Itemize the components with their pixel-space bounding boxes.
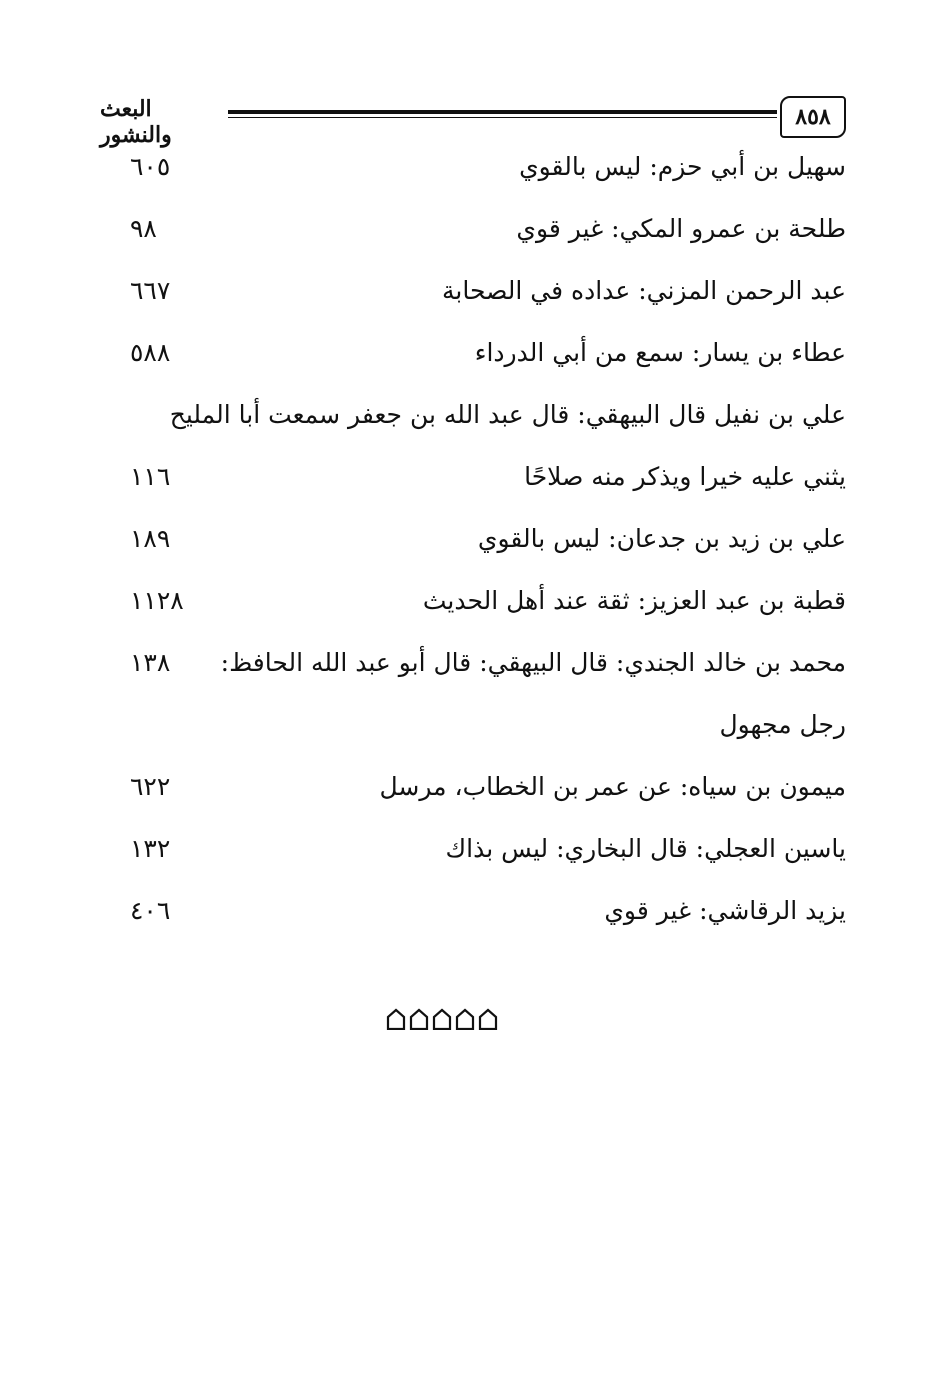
list-item: [0, 512, 952, 574]
entry-text: رجل مجهول: [719, 710, 846, 739]
index-list: [0, 140, 952, 946]
list-item: [0, 140, 952, 202]
entry-page: ٤٠٦: [130, 896, 171, 925]
page-header: [100, 92, 845, 148]
house-ornament-icon: [386, 1008, 406, 1030]
list-item: [0, 326, 952, 388]
entry-page: ١١٢٨: [130, 586, 184, 615]
house-ornament-icon: [455, 1008, 475, 1030]
list-item: [0, 822, 952, 884]
house-ornament-icon: [432, 1008, 452, 1030]
entry-page: ٦٢٢: [130, 772, 171, 801]
five-house-ornament-icon: [386, 1008, 498, 1038]
house-ornament-icon: [478, 1008, 498, 1030]
entry-page: ١٣٨: [130, 648, 171, 677]
list-item: [0, 264, 952, 326]
entry-page: ١٨٩: [130, 524, 171, 553]
header-rule-thin: [228, 117, 777, 118]
list-item: [0, 698, 952, 760]
list-item: [0, 450, 952, 512]
entry-page: ٦٠٥: [130, 152, 171, 181]
entry-text: ميمون بن سياه: عن عمر بن الخطاب، مرسل: [379, 772, 846, 801]
header-rule-thick: [228, 110, 777, 114]
entry-text: يزيد الرقاشي: غير قوي: [604, 896, 846, 925]
entry-text: قطبة بن عبد العزيز: ثقة عند أهل الحديث: [422, 586, 846, 615]
book-title: البعث والنشور: [100, 96, 172, 148]
entry-text: ياسين العجلي: قال البخاري: ليس بذاك: [445, 834, 846, 863]
entry-page: ٩٨: [130, 214, 157, 243]
list-item: [0, 202, 952, 264]
entry-text: طلحة بن عمرو المكي: غير قوي: [516, 214, 846, 243]
entry-text: عطاء بن يسار: سمع من أبي الدرداء: [474, 338, 846, 367]
entry-text: علي بن نفيل قال البيهقي: قال عبد الله بن جعفر سمعت أبا المليح: [169, 400, 846, 429]
list-item: [0, 574, 952, 636]
entry-page: ٥٨٨: [130, 338, 171, 367]
entry-text: علي بن زيد بن جدعان: ليس بالقوي: [477, 524, 846, 553]
entry-text: محمد بن خالد الجندي: قال البيهقي: قال أبو عبد الله الحافظ:: [220, 648, 846, 677]
house-ornament-icon: [409, 1008, 429, 1030]
entry-page: ١٣٢: [130, 834, 171, 863]
list-item: [0, 388, 952, 450]
entry-text: يثني عليه خيرا ويذكر منه صلاحًا: [524, 462, 846, 491]
entry-page: ١١٦: [130, 462, 171, 491]
page-number: ٨٥٨: [780, 96, 846, 138]
list-item: [0, 884, 952, 946]
list-item: [0, 636, 952, 698]
entry-page: ٦٦٧: [130, 276, 171, 305]
entry-text: عبد الرحمن المزني: عداده في الصحابة: [441, 276, 846, 305]
list-item: [0, 760, 952, 822]
entry-text: سهيل بن أبي حزم: ليس بالقوي: [519, 152, 846, 181]
